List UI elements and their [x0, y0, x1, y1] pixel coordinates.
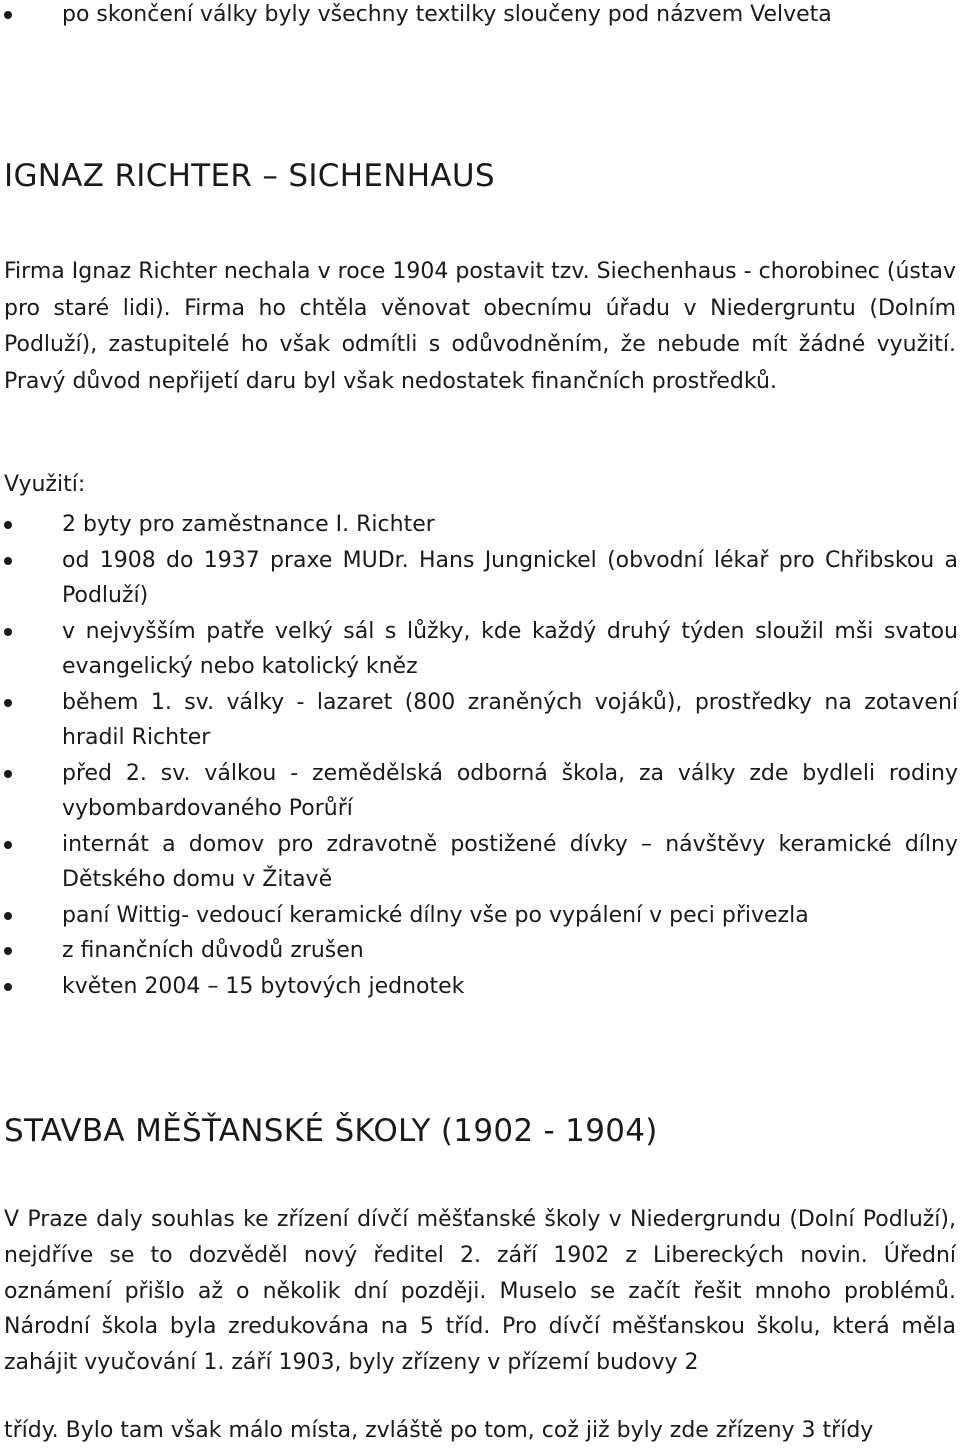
- bullet-icon: [4, 983, 12, 991]
- list-item: [0, 827, 958, 898]
- list-item: [0, 933, 958, 969]
- paragraph-stavba-end: třídy. Bylo tam však málo místa, zvláště po tom, což již byly zde zřízeny 3 třídy: [4, 1418, 874, 1443]
- bullet-icon: [4, 841, 12, 849]
- bullet-icon: [4, 947, 12, 955]
- list-item-text: internát a domov pro zdravotně postižené dívky – návštěvy keramické dílny Dětského domu v Žitavě: [62, 831, 958, 892]
- list-item: [0, 543, 958, 614]
- paragraph-richter: Firma Ignaz Richter nechala v roce 1904 postavit tzv. Siechenhaus - chorobinec (ústav pro staré lidi). Firma ho chtěla věnovat obecnímu úřadu v Niedergruntu (Dolním Podluží), zastupitelé ho však odmítli s odůvodněním, že nebude mít žádné využití. Pravý důvod nepřijetí daru byl však nedostatek finančních prostředků.: [4, 259, 956, 394]
- list-item: [0, 756, 958, 827]
- list-item: [0, 0, 960, 30]
- list-item: [0, 685, 958, 756]
- bullet-icon: [4, 770, 12, 778]
- list-item: [0, 507, 958, 543]
- section-heading-richter: IGNAZ RICHTER – SICHENHAUS: [4, 158, 495, 194]
- bullet-icon: [4, 699, 12, 707]
- bullet-icon: [4, 557, 12, 565]
- list-item-text: v nejvyšším patře velký sál s lůžky, kde každý druhý týden sloužil mši svatou evangelický nebo katolický kněz: [62, 618, 958, 679]
- bullet-icon: [4, 11, 12, 19]
- paragraph-stavba: V Praze daly souhlas ke zřízení dívčí měšťanské školy v Niedergrundu (Dolní Podluží), nejdříve se to dozvěděl nový ředitel 2. září 1902 z Libereckých novin. Úřední oznámení přišlo až o několik dní později. Muselo se začít řešit mnoho problémů. Národní škola byla zredukována na 5 tříd. Pro dívčí měšťanskou školu, která měla zahájit vyučování 1. září 1903, byly zřízeny v přízemí budovy 2: [4, 1207, 956, 1376]
- list-item-text: po skončení války byly všechny textilky sloučeny pod názvem Velveta: [62, 2, 832, 27]
- list-item-text: před 2. sv. válkou - zemědělská odborná škola, za války zde bydleli rodiny vybombardovaného Porůří: [62, 760, 958, 821]
- list-item: [0, 614, 958, 685]
- list-item-text: 2 byty pro zaměstnance I. Richter: [62, 512, 435, 537]
- bullet-icon: [4, 521, 12, 529]
- list-item-text: z finančních důvodů zrušen: [62, 938, 364, 963]
- bullet-icon: [4, 912, 12, 920]
- list-item-text: paní Wittig- vedoucí keramické dílny vše po vypálení v peci přivezla: [62, 902, 809, 928]
- list-item: [0, 898, 958, 934]
- bullet-icon: [4, 628, 12, 636]
- list-item-text: během 1. sv. války - lazaret (800 zraněných vojáků), prostředky na zotavení hradil Richter: [62, 689, 958, 750]
- section-heading-stavba: STAVBA MĚŠŤANSKÉ ŠKOLY (1902 - 1904): [4, 1113, 658, 1149]
- list-item-text: květen 2004 – 15 bytových jednotek: [62, 973, 465, 999]
- list-item-text: od 1908 do 1937 praxe MUDr. Hans Jungnickel (obvodní lékař pro Chřibskou a Podluží): [62, 547, 958, 608]
- list-item: [0, 969, 958, 1005]
- usage-label: Využití:: [4, 472, 86, 497]
- usage-list: [0, 507, 958, 1004]
